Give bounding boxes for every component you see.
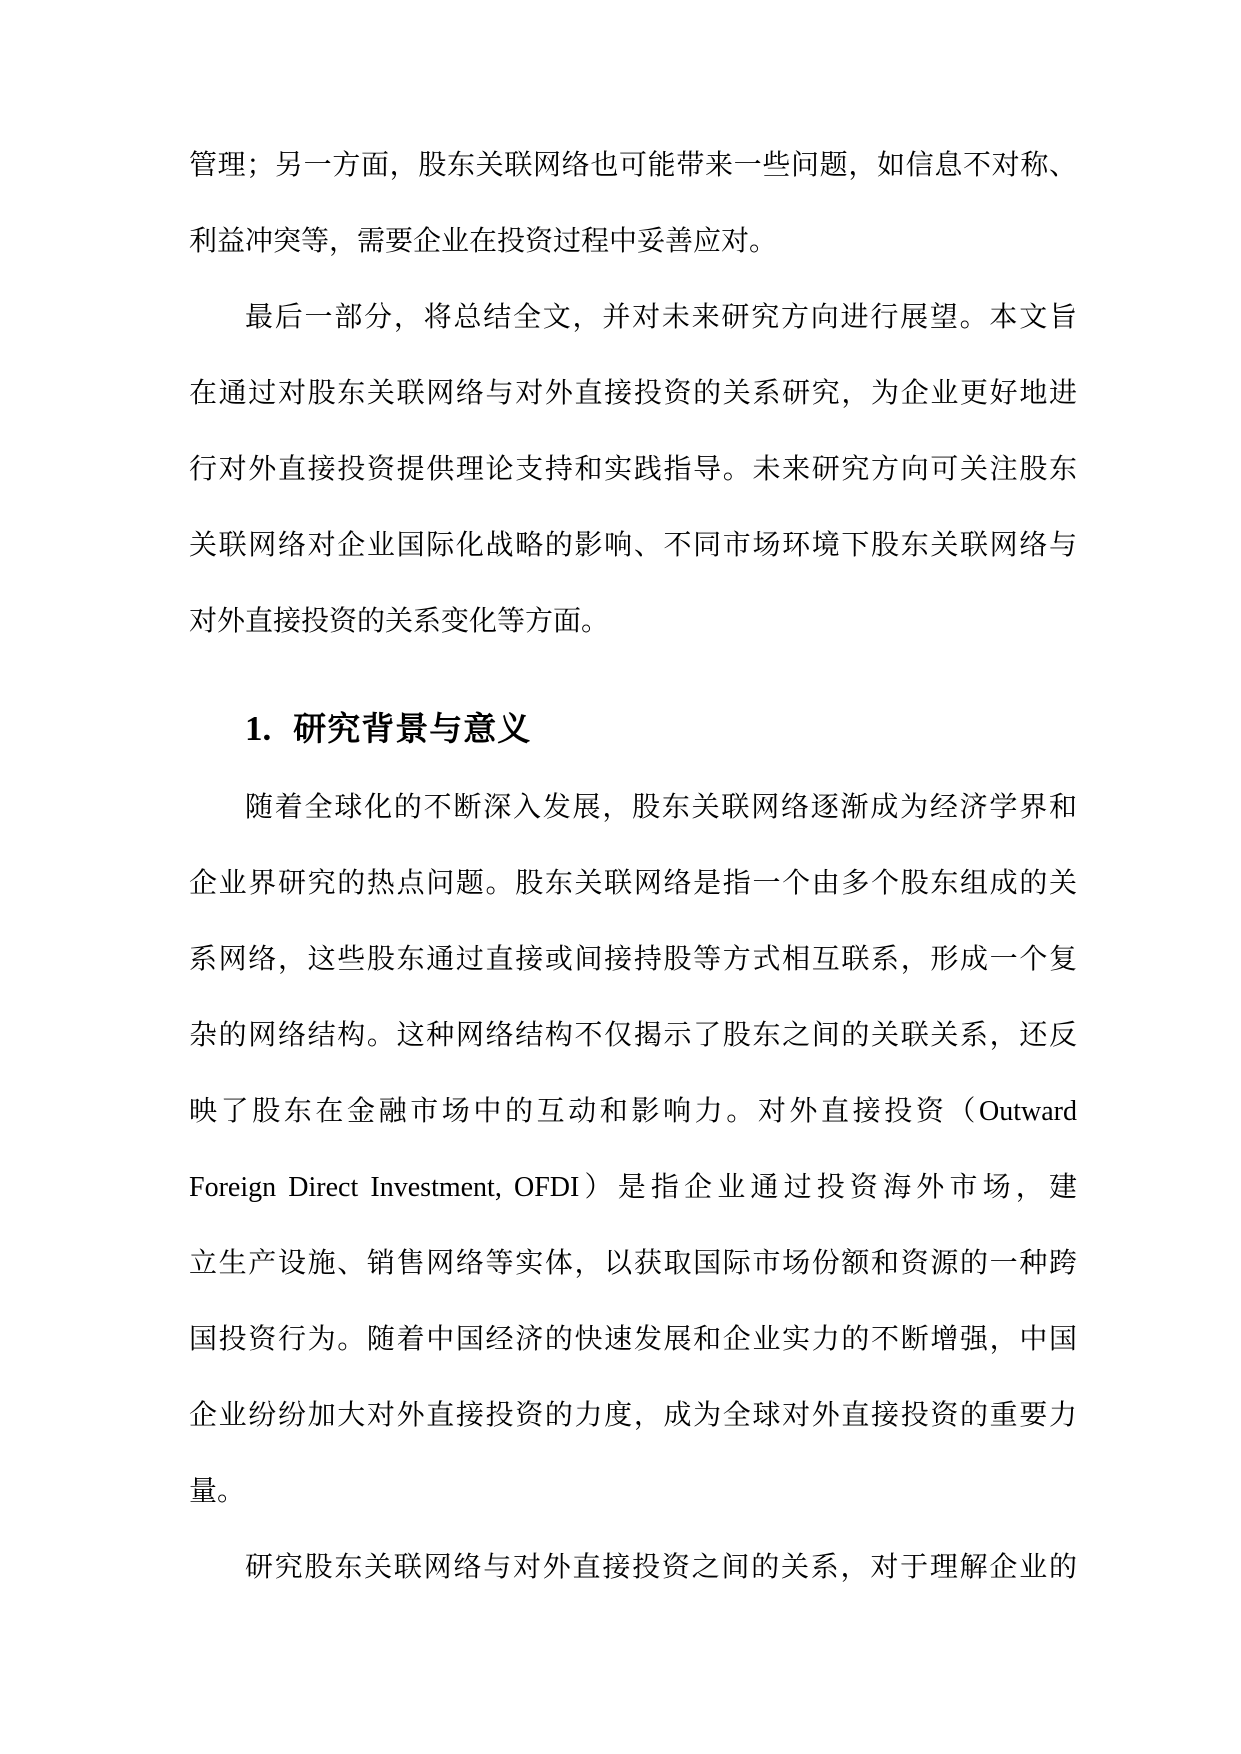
text-line: 最后一部分，将总结全文，并对未来研究方向进行展望。本文旨 bbox=[245, 302, 1077, 333]
text-line: Foreign Direct Investment, OFDI）是指企业通过投资海外市场，建 bbox=[189, 1172, 1077, 1203]
text-line: 行对外直接投资提供理论支持和实践指导。未来研究方向可关注股东 bbox=[189, 454, 1077, 485]
section-heading bbox=[189, 694, 1077, 764]
text-line: 立生产设施、销售网络等实体，以获取国际市场份额和资源的一种跨 bbox=[189, 1248, 1077, 1279]
text-line: 随着全球化的不断深入发展，股东关联网络逐渐成为经济学界和 bbox=[245, 792, 1077, 823]
text-line: 在通过对股东关联网络与对外直接投资的关系研究，为企业更好地进 bbox=[189, 378, 1077, 409]
text-line: 研究股东关联网络与对外直接投资之间的关系，对于理解企业的 bbox=[245, 1552, 1077, 1583]
text-line: 管理；另一方面，股东关联网络也可能带来一些问题，如信息不对称、 bbox=[189, 150, 1077, 181]
paragraph bbox=[189, 128, 1077, 280]
text-line: 系网络，这些股东通过直接或间接持股等方式相互联系，形成一个复 bbox=[189, 944, 1077, 975]
section-number: 1. bbox=[245, 709, 272, 748]
text-line: 关联网络对企业国际化战略的影响、不同市场环境下股东关联网络与 bbox=[189, 530, 1077, 561]
text-line: 国投资行为。随着中国经济的快速发展和企业实力的不断增强，中国 bbox=[189, 1324, 1077, 1355]
section-title: 研究背景与意义 bbox=[293, 710, 532, 747]
text-line: 映了股东在金融市场中的互动和影响力。对外直接投资（Outward bbox=[189, 1096, 1077, 1127]
paragraph bbox=[189, 280, 1077, 660]
paragraph bbox=[189, 1530, 1077, 1606]
text-line: 利益冲突等，需要企业在投资过程中妥善应对。 bbox=[189, 226, 778, 257]
text-line: 企业界研究的热点问题。股东关联网络是指一个由多个股东组成的关 bbox=[189, 868, 1077, 899]
text-line: 对外直接投资的关系变化等方面。 bbox=[189, 606, 610, 637]
text-line: 量。 bbox=[189, 1476, 246, 1507]
document-body bbox=[189, 128, 1077, 1606]
paragraph bbox=[189, 770, 1077, 1530]
text-line: 杂的网络结构。这种网络结构不仅揭示了股东之间的关联关系，还反 bbox=[189, 1020, 1077, 1051]
text-line: 企业纷纷加大对外直接投资的力度，成为全球对外直接投资的重要力 bbox=[189, 1400, 1077, 1431]
